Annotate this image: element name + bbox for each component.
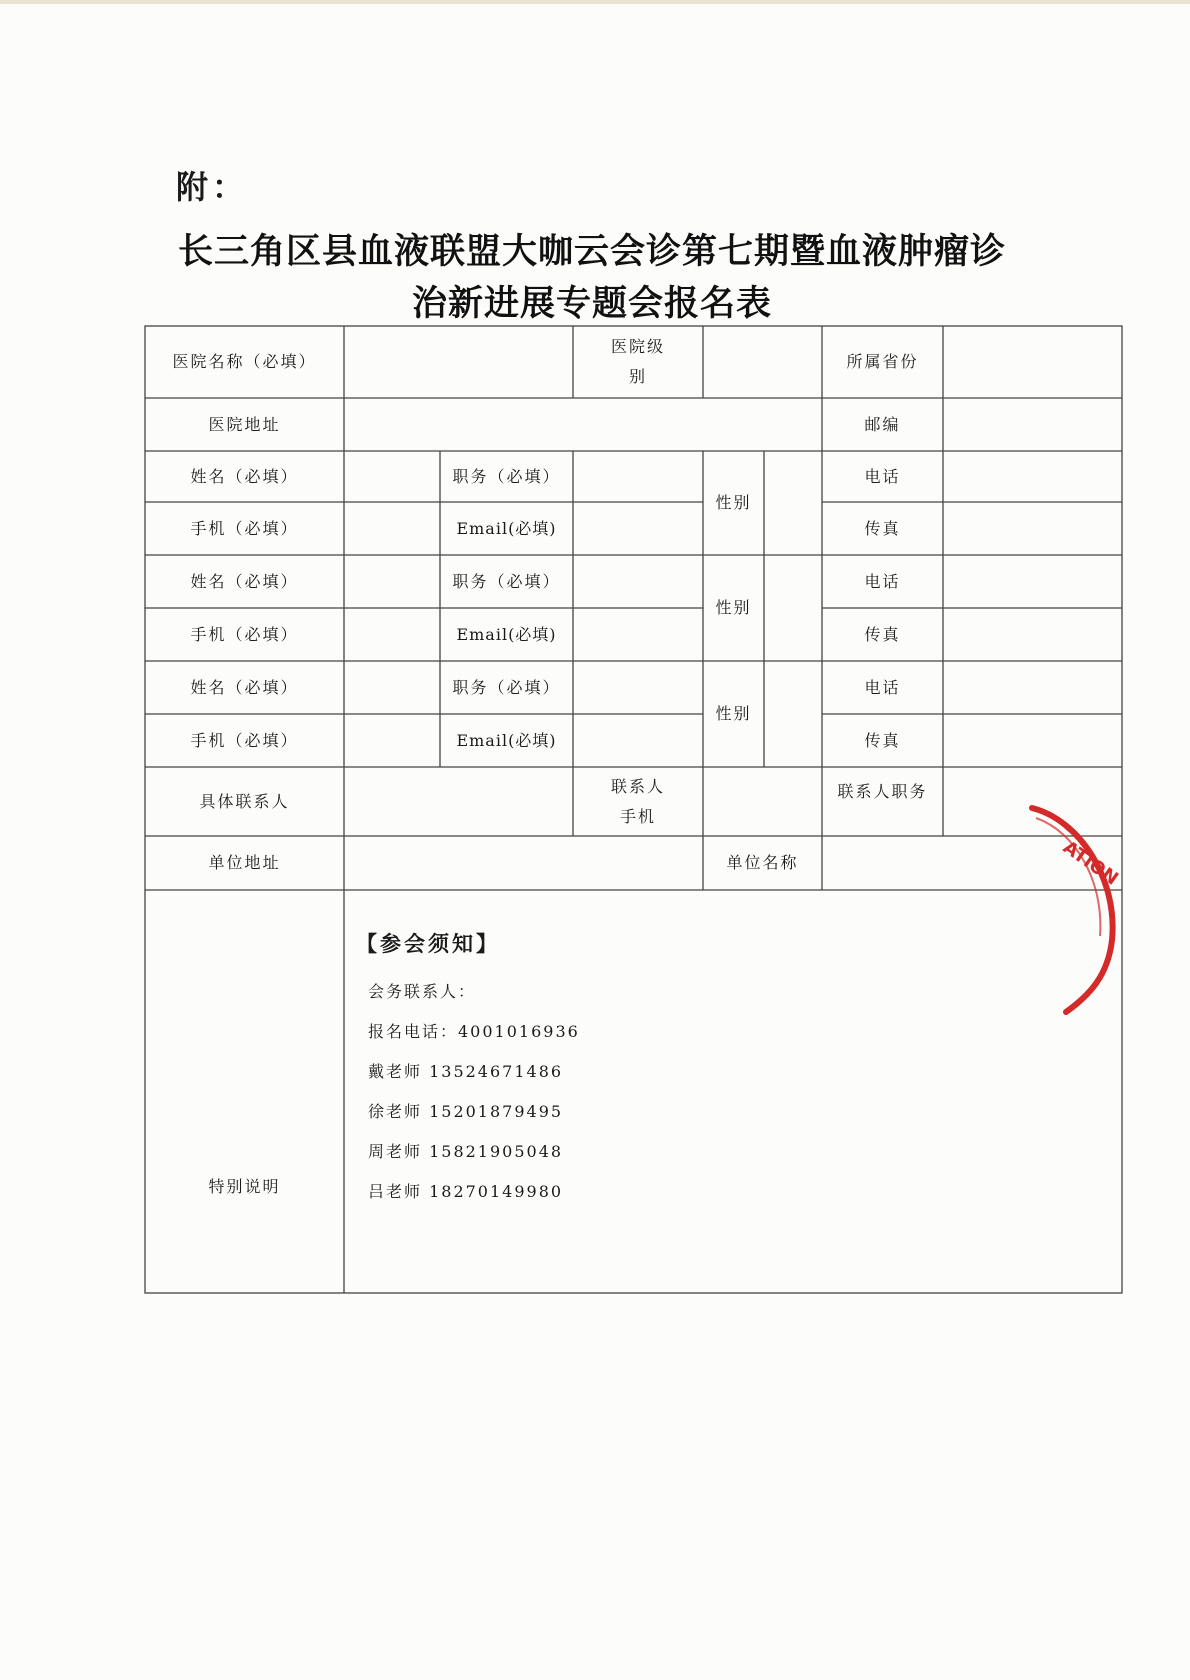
hospital-address-input[interactable] (344, 398, 822, 451)
participant-3-position-input[interactable] (573, 661, 703, 714)
participant-2-gender-input[interactable] (764, 555, 822, 661)
hospital-level-input[interactable] (703, 326, 822, 398)
participant-3-name-input[interactable] (344, 661, 440, 714)
province-label: 所属省份 (846, 352, 919, 371)
participant-3-position-label: 职务（必填） (452, 677, 561, 697)
participant-2-email-input[interactable] (573, 608, 703, 661)
participant-3-gender-label: 性别 (715, 704, 752, 723)
hospital-level-label-line-1: 医院级 (610, 337, 665, 356)
notice-line: 戴老师 13524671486 (368, 1062, 564, 1081)
contact-mobile-label (573, 767, 703, 836)
participant-1-phone-input[interactable] (943, 451, 1122, 502)
notice-line: 吕老师 18270149980 (368, 1182, 564, 1201)
participant-3-fax-input[interactable] (943, 714, 1122, 767)
attendance-notice (356, 928, 580, 1212)
participant-1-email-label: Email(必填) (456, 518, 557, 538)
participant-3-email-label: Email(必填) (456, 730, 557, 750)
hospital-name-input[interactable] (344, 326, 573, 398)
participant-2-name-label: 姓名（必填） (190, 571, 299, 591)
participant-1-position-label: 职务（必填） (452, 466, 561, 486)
hospital-name-label: 医院名称（必填） (172, 352, 317, 371)
participant-1-fax-input[interactable] (943, 502, 1122, 555)
contact-mobile-label-line-2: 手机 (619, 806, 656, 826)
participant-2-fax-label: 传真 (864, 624, 901, 644)
participant-2-name-input[interactable] (344, 555, 440, 608)
participant-1-gender-input[interactable] (764, 451, 822, 555)
participant-2-phone-label: 电话 (864, 571, 901, 591)
special-notes-label: 特别说明 (208, 1176, 281, 1196)
participant-1-mobile-label: 手机（必填） (190, 518, 299, 538)
participant-2-mobile-label: 手机（必填） (190, 624, 299, 644)
participant-1-fax-label: 传真 (864, 518, 901, 538)
participant-2-position-label: 职务（必填） (452, 571, 561, 591)
participant-1-name-label: 姓名（必填） (190, 466, 299, 486)
notice-heading: 【参会须知】 (356, 932, 500, 956)
seal-text: ATION (1059, 836, 1122, 890)
participant-3-phone-label: 电话 (864, 677, 901, 697)
participant-1-name-input[interactable] (344, 451, 440, 502)
participant-1-mobile-input[interactable] (344, 502, 440, 555)
form-title-line-1: 长三角区县血液联盟大咖云会诊第七期暨血液肿瘤诊 (178, 232, 1007, 272)
unit-address-input[interactable] (344, 836, 703, 890)
postcode-input[interactable] (943, 398, 1122, 451)
province-input[interactable] (943, 326, 1122, 398)
participant-3-mobile-label: 手机（必填） (190, 730, 299, 750)
participant-3-name-label: 姓名（必填） (190, 677, 299, 697)
notice-line: 周老师 15821905048 (368, 1142, 564, 1161)
form-title-line-2: 治新进展专题会报名表 (412, 284, 773, 324)
participant-1-phone-label: 电话 (864, 466, 901, 486)
participant-2-email-label: Email(必填) (456, 624, 557, 644)
participant-2-phone-input[interactable] (943, 555, 1122, 608)
participant-3-mobile-input[interactable] (344, 714, 440, 767)
hospital-level-label (573, 326, 703, 398)
notice-line: 报名电话：4001016936 (368, 1022, 580, 1041)
unit-address-label: 单位地址 (208, 853, 281, 872)
hospital-level-label-line-2: 别 (628, 367, 647, 386)
notice-line: 会务联系人： (368, 982, 477, 1001)
participant-2-mobile-input[interactable] (344, 608, 440, 661)
participant-2-fax-input[interactable] (943, 608, 1122, 661)
red-seal-stamp (1000, 790, 1150, 1020)
contact-person-label: 具体联系人 (199, 791, 290, 811)
contact-mobile-label-line-1: 联系人 (610, 776, 665, 796)
participant-1-position-input[interactable] (573, 451, 703, 502)
participant-1-gender-label: 性别 (715, 493, 752, 512)
participant-1-email-input[interactable] (573, 502, 703, 555)
attachment-label: 附： (176, 168, 249, 206)
postcode-label: 邮编 (864, 414, 901, 434)
participant-3-phone-input[interactable] (943, 661, 1122, 714)
notice-line: 徐老师 15201879495 (368, 1102, 564, 1121)
participant-3-gender-input[interactable] (764, 661, 822, 767)
contact-mobile-input[interactable] (703, 767, 822, 836)
participant-3-email-input[interactable] (573, 714, 703, 767)
contact-person-input[interactable] (344, 767, 573, 836)
unit-name-label: 单位名称 (726, 853, 799, 872)
participant-3-fax-label: 传真 (864, 730, 901, 750)
contact-position-label: 联系人职务 (837, 782, 928, 801)
participant-2-position-input[interactable] (573, 555, 703, 608)
participant-2-gender-label: 性别 (715, 598, 752, 617)
hospital-address-label: 医院地址 (208, 414, 281, 434)
